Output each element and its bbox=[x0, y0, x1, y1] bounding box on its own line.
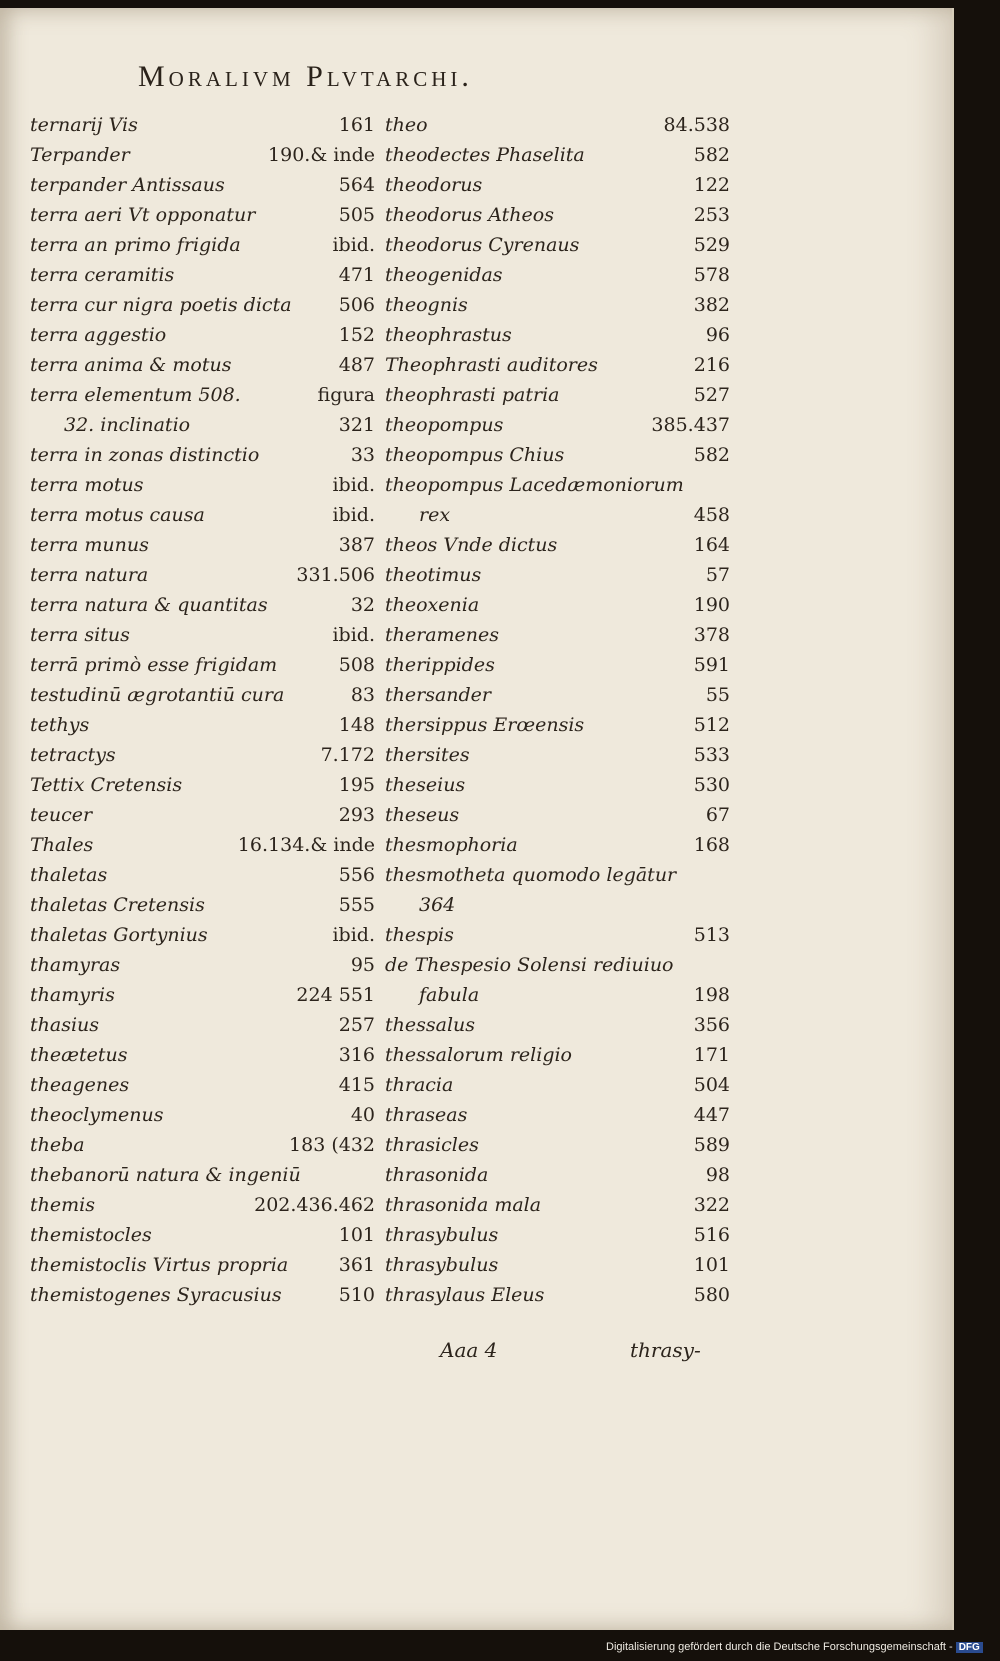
index-entry bbox=[385, 830, 730, 860]
page-reference: 533 bbox=[693, 744, 730, 766]
index-entry bbox=[385, 230, 730, 260]
index-term: terra ceramitis bbox=[30, 264, 175, 286]
index-entry bbox=[385, 770, 730, 800]
page-reference: ibid. bbox=[332, 924, 375, 946]
page-reference: 83 bbox=[350, 684, 375, 706]
page-reference: 168 bbox=[693, 834, 730, 856]
page-reference: 164 bbox=[693, 534, 730, 556]
index-entry bbox=[385, 440, 730, 470]
page-reference: 122 bbox=[693, 174, 730, 196]
index-term: Thales bbox=[30, 834, 94, 856]
index-entry bbox=[385, 650, 730, 680]
index-entry bbox=[30, 920, 375, 950]
index-entry bbox=[30, 500, 375, 530]
page-reference: 458 bbox=[693, 504, 730, 526]
index-entry bbox=[30, 530, 375, 560]
index-term: thessalus bbox=[385, 1014, 476, 1036]
index-term: terpander Antissaus bbox=[30, 174, 225, 196]
signature-mark: Aaa 4 bbox=[440, 1338, 498, 1362]
index-term: terra aeri Vt opponatur bbox=[30, 204, 256, 226]
index-entry bbox=[385, 500, 730, 530]
page-reference: 183 (432 bbox=[289, 1134, 375, 1156]
page-reference: 171 bbox=[693, 1044, 730, 1066]
index-entry bbox=[385, 890, 730, 920]
index-entry bbox=[385, 380, 730, 410]
index-term: thasius bbox=[30, 1014, 100, 1036]
index-entry bbox=[385, 620, 730, 650]
page-reference: 504 bbox=[693, 1074, 730, 1096]
index-term: Terpander bbox=[30, 144, 130, 166]
index-term: themis bbox=[30, 1194, 95, 1216]
page-reference: 190.& inde bbox=[268, 144, 375, 166]
index-entry bbox=[30, 1010, 375, 1040]
page-reference: 331.506 bbox=[296, 564, 375, 586]
index-term: Tettix Cretensis bbox=[30, 774, 183, 796]
index-entry bbox=[30, 1100, 375, 1130]
page-reference: 361 bbox=[338, 1254, 375, 1276]
index-entry bbox=[385, 800, 730, 830]
index-entry bbox=[30, 1250, 375, 1280]
index-entry bbox=[385, 1100, 730, 1130]
index-term: thespis bbox=[385, 924, 454, 946]
index-entry bbox=[385, 1220, 730, 1250]
page-reference: 487 bbox=[338, 354, 375, 376]
index-entry bbox=[30, 710, 375, 740]
index-term: terra cur nigra poetis dicta bbox=[30, 294, 292, 316]
index-term: de Thespesio Solensi rediuiuo bbox=[385, 954, 674, 976]
page-reference: 55 bbox=[705, 684, 730, 706]
index-entry bbox=[30, 110, 375, 140]
page-reference: 591 bbox=[693, 654, 730, 676]
index-term: ternarij Vis bbox=[30, 114, 138, 136]
page-reference: 253 bbox=[693, 204, 730, 226]
index-term: thaletas Cretensis bbox=[30, 894, 205, 916]
page-reference: 84.538 bbox=[663, 114, 730, 136]
page-reference: 415 bbox=[338, 1074, 375, 1096]
index-term: theseius bbox=[385, 774, 466, 796]
page-reference: ibid. bbox=[332, 234, 375, 256]
index-term: testudinū ægrotantiū cura bbox=[30, 684, 285, 706]
page-reference: 530 bbox=[693, 774, 730, 796]
index-entry bbox=[30, 320, 375, 350]
index-term: theodectes Phaselita bbox=[385, 144, 585, 166]
index-term: thaletas bbox=[30, 864, 108, 886]
index-column-right bbox=[385, 110, 730, 1310]
catchword: thrasy- bbox=[630, 1338, 701, 1362]
page-reference: 198 bbox=[693, 984, 730, 1006]
page-reference: 216 bbox=[693, 354, 730, 376]
index-entry bbox=[30, 950, 375, 980]
index-term: thamyris bbox=[30, 984, 115, 1006]
page-reference: 505 bbox=[338, 204, 375, 226]
page-reference: 322 bbox=[693, 1194, 730, 1216]
page-reference: 161 bbox=[338, 114, 375, 136]
page-reference: 190 bbox=[693, 594, 730, 616]
index-entry bbox=[30, 170, 375, 200]
index-term: terra natura & quantitas bbox=[30, 594, 268, 616]
page-reference: 385.437 bbox=[651, 414, 730, 436]
index-term: thesmophoria bbox=[385, 834, 518, 856]
index-entry bbox=[385, 710, 730, 740]
running-header: Moralivm Plvtarchi. bbox=[138, 60, 473, 93]
page-reference: 224 551 bbox=[296, 984, 375, 1006]
index-term: thrasybulus bbox=[385, 1224, 499, 1246]
index-term: Theophrasti auditores bbox=[385, 354, 598, 376]
index-entry bbox=[30, 1040, 375, 1070]
index-term: theætetus bbox=[30, 1044, 128, 1066]
index-entry bbox=[30, 800, 375, 830]
index-entry bbox=[30, 620, 375, 650]
page-reference: ibid. bbox=[332, 624, 375, 646]
page-reference: 33 bbox=[350, 444, 375, 466]
index-term: thessalorum religio bbox=[385, 1044, 572, 1066]
index-term: terra motus causa bbox=[30, 504, 205, 526]
index-term: tetractys bbox=[30, 744, 116, 766]
index-entry bbox=[385, 920, 730, 950]
index-term: theogenidas bbox=[385, 264, 503, 286]
index-entry bbox=[30, 1190, 375, 1220]
index-term: thracia bbox=[385, 1074, 454, 1096]
index-term: terra natura bbox=[30, 564, 149, 586]
page-reference: 555 bbox=[338, 894, 375, 916]
page-reference: 293 bbox=[338, 804, 375, 826]
page-reference: 7.172 bbox=[320, 744, 375, 766]
index-entry bbox=[385, 1160, 730, 1190]
index-entry bbox=[385, 950, 730, 980]
index-entry bbox=[30, 1160, 375, 1190]
index-entry bbox=[385, 290, 730, 320]
index-term: thesmotheta quomodo legātur bbox=[385, 864, 677, 886]
page-reference: ibid. bbox=[332, 504, 375, 526]
page-reference: 202.436.462 bbox=[254, 1194, 375, 1216]
index-term: theos Vnde dictus bbox=[385, 534, 558, 556]
index-entry bbox=[30, 650, 375, 680]
index-entry bbox=[385, 260, 730, 290]
index-entry bbox=[30, 740, 375, 770]
digitization-credit bbox=[606, 1641, 983, 1653]
index-entry bbox=[385, 1250, 730, 1280]
index-entry bbox=[385, 740, 730, 770]
index-entry bbox=[385, 1010, 730, 1040]
index-term: thrasonida bbox=[385, 1164, 489, 1186]
index-term: 364 bbox=[419, 894, 456, 916]
index-term: therippides bbox=[385, 654, 495, 676]
index-term: thrasylaus Eleus bbox=[385, 1284, 545, 1306]
index-term: terra an primo frigida bbox=[30, 234, 241, 256]
dfg-logo: DFG bbox=[956, 1642, 983, 1653]
index-term: theopompus Lacedæmoniorum bbox=[385, 474, 684, 496]
index-entry bbox=[385, 470, 730, 500]
index-entry bbox=[30, 1220, 375, 1250]
index-term: 32. inclinatio bbox=[64, 414, 191, 436]
page-reference: 513 bbox=[693, 924, 730, 946]
index-entry bbox=[30, 830, 375, 860]
index-entry bbox=[30, 1280, 375, 1310]
page-reference: 316 bbox=[338, 1044, 375, 1066]
index-column-left bbox=[30, 110, 375, 1310]
index-entry bbox=[30, 260, 375, 290]
index-term: thersites bbox=[385, 744, 470, 766]
page-reference: 516 bbox=[693, 1224, 730, 1246]
index-term: theophrastus bbox=[385, 324, 512, 346]
page-reference: figura bbox=[317, 384, 375, 406]
index-entry bbox=[30, 1070, 375, 1100]
index-entry bbox=[30, 980, 375, 1010]
page-reference: 589 bbox=[693, 1134, 730, 1156]
index-entry bbox=[385, 860, 730, 890]
page-reference: 321 bbox=[338, 414, 375, 436]
page-reference: 387 bbox=[338, 534, 375, 556]
index-term: terra in zonas distinctio bbox=[30, 444, 260, 466]
index-entry bbox=[385, 140, 730, 170]
page-reference: 152 bbox=[338, 324, 375, 346]
index-entry bbox=[30, 860, 375, 890]
index-entry bbox=[30, 380, 375, 410]
index-term: theodorus bbox=[385, 174, 483, 196]
page-reference: 257 bbox=[338, 1014, 375, 1036]
index-term: thrasicles bbox=[385, 1134, 479, 1156]
index-term: thersander bbox=[385, 684, 492, 706]
page-reference: 40 bbox=[350, 1104, 375, 1126]
page-reference: 57 bbox=[705, 564, 730, 586]
index-entry bbox=[30, 560, 375, 590]
page-reference: 356 bbox=[693, 1014, 730, 1036]
index-entry bbox=[385, 200, 730, 230]
index-entry bbox=[385, 530, 730, 560]
page-reference: 556 bbox=[338, 864, 375, 886]
index-entry bbox=[30, 290, 375, 320]
index-term: thaletas Gortynius bbox=[30, 924, 208, 946]
index-term: terra anima & motus bbox=[30, 354, 232, 376]
index-entry bbox=[30, 590, 375, 620]
index-term: terra elementum 508. bbox=[30, 384, 241, 406]
index-term: theseus bbox=[385, 804, 460, 826]
index-entry bbox=[385, 350, 730, 380]
page-reference: 564 bbox=[338, 174, 375, 196]
index-term: thrasonida mala bbox=[385, 1194, 542, 1216]
page-reference: 148 bbox=[338, 714, 375, 736]
index-term: theoclymenus bbox=[30, 1104, 164, 1126]
index-term: terra situs bbox=[30, 624, 130, 646]
index-entry bbox=[385, 1190, 730, 1220]
index-entry bbox=[30, 470, 375, 500]
index-term: themistogenes Syracusius bbox=[30, 1284, 282, 1306]
index-entry bbox=[30, 230, 375, 260]
index-entry bbox=[385, 110, 730, 140]
index-term: theodorus Atheos bbox=[385, 204, 554, 226]
index-entry bbox=[30, 1130, 375, 1160]
page-reference: 578 bbox=[693, 264, 730, 286]
index-term: rex bbox=[419, 504, 451, 526]
page-reference: 101 bbox=[693, 1254, 730, 1276]
index-term: theramenes bbox=[385, 624, 500, 646]
index-term: theo bbox=[385, 114, 428, 136]
page-reference: 506 bbox=[338, 294, 375, 316]
index-entry bbox=[385, 1040, 730, 1070]
index-entry bbox=[385, 680, 730, 710]
page-reference: 447 bbox=[693, 1104, 730, 1126]
index-term: themistocles bbox=[30, 1224, 152, 1246]
page-reference: 582 bbox=[693, 444, 730, 466]
index-entry bbox=[30, 770, 375, 800]
index-entry bbox=[385, 560, 730, 590]
index-term: theoxenia bbox=[385, 594, 480, 616]
index-term: theba bbox=[30, 1134, 85, 1156]
index-term: thebanorū natura & ingeniū bbox=[30, 1164, 301, 1186]
page-reference: 95 bbox=[350, 954, 375, 976]
index-term: terra motus bbox=[30, 474, 144, 496]
index-entry bbox=[30, 140, 375, 170]
page-reference: 582 bbox=[693, 144, 730, 166]
index-term: themistoclis Virtus propria bbox=[30, 1254, 289, 1276]
index-entry bbox=[385, 1280, 730, 1310]
page-reference: 512 bbox=[693, 714, 730, 736]
index-term: theopompus bbox=[385, 414, 504, 436]
index-term: theopompus Chius bbox=[385, 444, 565, 466]
page-reference: 32 bbox=[350, 594, 375, 616]
page-reference: 101 bbox=[338, 1224, 375, 1246]
index-entry bbox=[385, 1070, 730, 1100]
index-term: thrasybulus bbox=[385, 1254, 499, 1276]
page-reference: 378 bbox=[693, 624, 730, 646]
index-entry bbox=[385, 320, 730, 350]
index-term: theodorus Cyrenaus bbox=[385, 234, 580, 256]
index-term: theagenes bbox=[30, 1074, 130, 1096]
index-term: thersippus Erœensis bbox=[385, 714, 585, 736]
index-term: thraseas bbox=[385, 1104, 468, 1126]
page-reference: 98 bbox=[705, 1164, 730, 1186]
page-reference: 510 bbox=[338, 1284, 375, 1306]
page-reference: 195 bbox=[338, 774, 375, 796]
index-term: fabula bbox=[419, 984, 480, 1006]
page-reference: 382 bbox=[693, 294, 730, 316]
page-reference: 67 bbox=[705, 804, 730, 826]
page-reference: 580 bbox=[693, 1284, 730, 1306]
index-entry bbox=[385, 590, 730, 620]
index-term: thamyras bbox=[30, 954, 121, 976]
page-reference: 16.134.& inde bbox=[237, 834, 375, 856]
index-entry bbox=[30, 440, 375, 470]
index-entry bbox=[385, 170, 730, 200]
page-reference: 508 bbox=[338, 654, 375, 676]
index-entry bbox=[385, 1130, 730, 1160]
index-term: theophrasti patria bbox=[385, 384, 560, 406]
index-entry bbox=[30, 200, 375, 230]
index-term: teucer bbox=[30, 804, 93, 826]
index-entry bbox=[385, 410, 730, 440]
index-term: theotimus bbox=[385, 564, 482, 586]
index-term: terra munus bbox=[30, 534, 149, 556]
index-entry bbox=[30, 680, 375, 710]
index-term: terra aggestio bbox=[30, 324, 167, 346]
index-entry bbox=[30, 410, 375, 440]
credit-text: Digitalisierung gefördert durch die Deutsche Forschungsgemeinschaft - bbox=[606, 1641, 953, 1653]
page-reference: ibid. bbox=[332, 474, 375, 496]
index-entry bbox=[30, 890, 375, 920]
index-term: theognis bbox=[385, 294, 468, 316]
page-reference: 471 bbox=[338, 264, 375, 286]
index-entry bbox=[385, 980, 730, 1010]
page-reference: 527 bbox=[693, 384, 730, 406]
index-entry bbox=[30, 350, 375, 380]
index-term: terrā primò esse frigidam bbox=[30, 654, 278, 676]
page-reference: 529 bbox=[693, 234, 730, 256]
index-term: tethys bbox=[30, 714, 90, 736]
page-reference: 96 bbox=[705, 324, 730, 346]
